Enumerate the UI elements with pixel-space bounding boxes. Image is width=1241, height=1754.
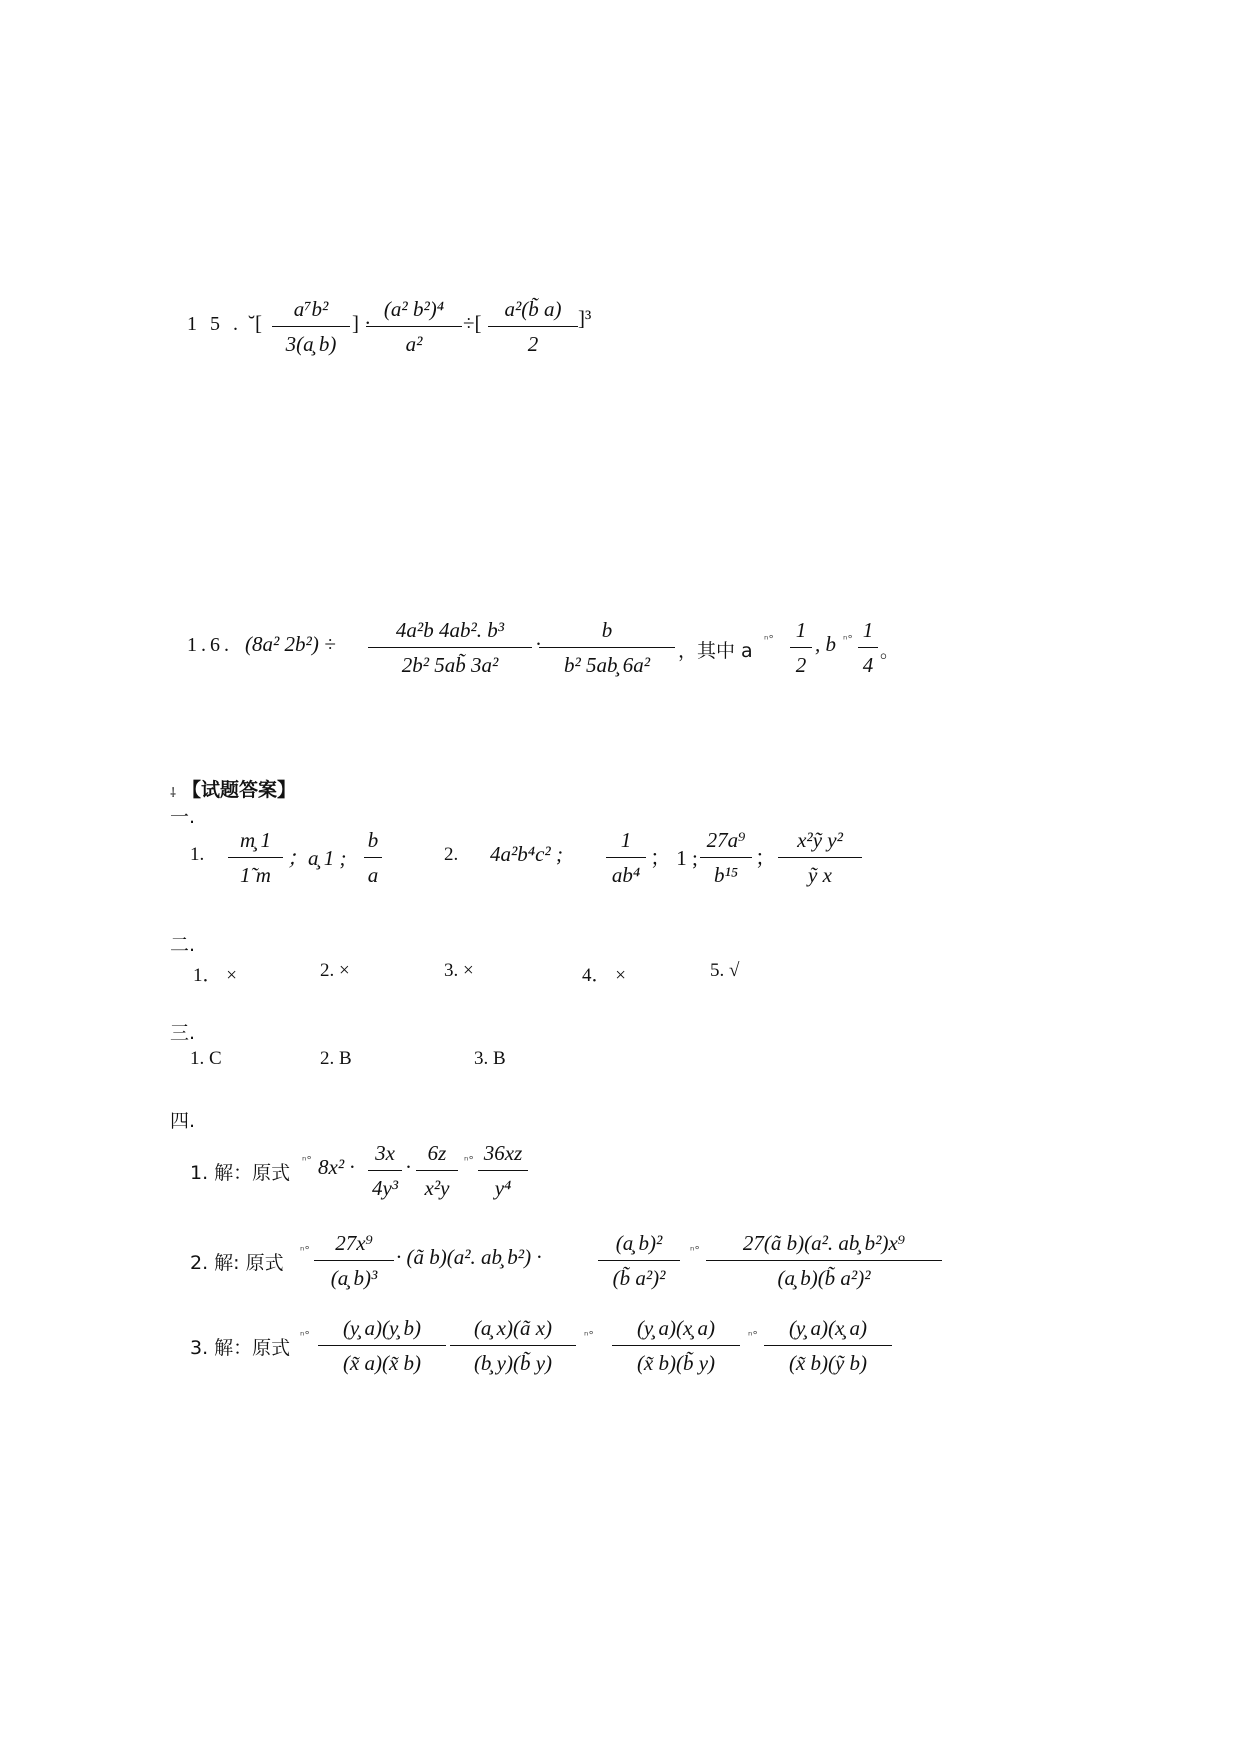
solution-label: 2. 解: 原式 — [190, 1252, 284, 1274]
fraction-bar — [488, 326, 578, 327]
answer-text: 4a²b⁴c² ; — [490, 842, 563, 866]
numerator: 27x⁹ — [335, 1231, 373, 1255]
answer-item: 1． × — [193, 965, 237, 986]
numerator: (y̧ a)(x̧ a) — [788, 1316, 868, 1340]
condition-text: ，其中 a — [678, 640, 753, 662]
fraction-bar — [366, 326, 462, 327]
equals-mark: ⁿ° — [764, 633, 774, 646]
answer-item: 1. C — [190, 1048, 222, 1069]
numerator: 3x — [375, 1141, 395, 1165]
fraction — [700, 825, 752, 890]
denominator: (b̃ a²)² — [612, 1266, 666, 1290]
fraction-bar — [314, 1260, 394, 1261]
fraction-bar — [228, 857, 283, 858]
equals-mark: ⁿ° — [690, 1244, 700, 1257]
fraction — [790, 615, 812, 680]
fraction — [598, 1228, 680, 1293]
denominator: 1̃ m — [240, 863, 271, 887]
denominator: y⁴ — [494, 1176, 512, 1200]
fraction — [366, 294, 462, 359]
numerator: m̧ 1 — [240, 828, 271, 852]
answer-item: 2. B — [320, 1048, 352, 1069]
fraction-bar — [272, 326, 350, 327]
fraction-bar — [364, 857, 382, 858]
fraction-bar — [790, 647, 812, 648]
fraction — [606, 825, 646, 890]
answer-item: 3. B — [474, 1048, 506, 1069]
fraction-bar — [700, 857, 752, 858]
section-label: 四. — [170, 1110, 196, 1132]
denominator: (x̃ a)(x̃ b) — [342, 1351, 422, 1375]
answer-number: 1. — [190, 844, 205, 865]
numerator: 27a⁹ — [706, 828, 746, 852]
denominator: 4y³ — [371, 1176, 399, 1200]
equals-mark: ⁿ° — [748, 1329, 758, 1342]
fraction-bar — [416, 1170, 458, 1171]
denominator: 2b² 5ab̃ 3a² — [401, 653, 499, 677]
fraction — [764, 1313, 892, 1378]
solution-label: 1. 解：原式 — [190, 1162, 291, 1184]
operator: · — [535, 632, 542, 656]
expression-lead: 8x² · — [318, 1155, 355, 1179]
equals-mark: ⁿ° — [584, 1329, 594, 1342]
fraction-bar — [858, 647, 878, 648]
denominator: (x̃ b)(b̃ y) — [636, 1351, 716, 1375]
fraction-bar — [318, 1345, 446, 1346]
fraction-bar — [450, 1345, 576, 1346]
equals-mark: ⁿ° — [302, 1154, 312, 1167]
answer-item: 2. × — [320, 960, 350, 981]
denominator: a² — [405, 332, 423, 356]
bracket-open: ˘[ — [248, 311, 262, 335]
numerator: (a̧ x)(ã x) — [473, 1316, 553, 1340]
equals-mark: ⁿ° — [300, 1244, 310, 1257]
fraction-bar — [598, 1260, 680, 1261]
answer-text: ；a̧ 1 ; — [287, 846, 347, 870]
denominator: 4 — [862, 653, 874, 677]
numerator: (a² b²)⁴ — [383, 297, 445, 321]
fraction — [450, 1313, 576, 1378]
denominator: a — [367, 863, 379, 887]
denominator: 2 — [795, 653, 807, 677]
denominator: 2 — [527, 332, 539, 356]
section-label: 二. — [170, 934, 196, 956]
condition-b: , b — [815, 632, 836, 656]
numerator: (y̧ a)(x̧ a) — [636, 1316, 716, 1340]
operator: ÷[ — [463, 311, 482, 335]
denominator: (b̧ y)(b̃ y) — [473, 1351, 553, 1375]
equals-mark: ⁿ° — [300, 1329, 310, 1342]
fraction — [778, 825, 862, 890]
answer-item: 5. √ — [710, 960, 740, 981]
denominator: (x̃ b)(ỹ b) — [788, 1351, 868, 1375]
problem-number: 1.6. — [187, 634, 233, 656]
fraction — [368, 1138, 402, 1203]
fraction — [858, 615, 878, 680]
expression-middle: · (ã b)(a². ab̧ b²) · — [396, 1245, 542, 1269]
denominator: b¹⁵ — [713, 863, 739, 887]
answer-number: 2. — [444, 844, 459, 865]
numerator: (a̧ b)² — [615, 1231, 663, 1255]
numerator: b — [601, 618, 613, 642]
numerator: 6z — [427, 1141, 447, 1165]
fraction — [478, 1138, 528, 1203]
fraction — [612, 1313, 740, 1378]
numerator: 1 — [795, 618, 807, 642]
period: 。 — [880, 640, 900, 662]
denominator: (a̧ b)³ — [330, 1266, 378, 1290]
denominator: b² 5ab̧ 6a² — [563, 653, 651, 677]
fraction — [539, 615, 675, 680]
numerator: a⁷b² — [293, 297, 329, 321]
fraction — [228, 825, 283, 890]
numerator: 1 — [862, 618, 874, 642]
fraction — [272, 294, 350, 359]
operator: ]³ — [578, 306, 592, 330]
section-label: 一. — [170, 806, 196, 828]
denominator: ab⁴ — [611, 863, 641, 887]
numerator: 27(ã b)(a². ab̧ b²)x⁹ — [742, 1231, 906, 1255]
fraction-bar — [612, 1345, 740, 1346]
expression-lead: (8a² 2b²) ÷ — [245, 632, 336, 656]
fraction — [368, 615, 532, 680]
answer-item: 3. × — [444, 960, 474, 981]
denominator: ỹ x — [808, 863, 832, 887]
fraction-bar — [706, 1260, 942, 1261]
fraction — [488, 294, 578, 359]
fraction — [364, 825, 382, 890]
answers-heading: 【试题答案】 — [182, 779, 297, 801]
numerator: b — [367, 828, 379, 852]
fraction-bar — [778, 857, 862, 858]
fraction-bar — [478, 1170, 528, 1171]
anchor-icon: ⸸ — [170, 785, 177, 800]
fraction-bar — [539, 647, 675, 648]
fraction — [314, 1228, 394, 1293]
answer-text: ； — [755, 846, 776, 870]
fraction — [416, 1138, 458, 1203]
solution-label: 3. 解：原式 — [190, 1337, 291, 1359]
answer-item: 4． × — [582, 965, 626, 986]
numerator: 4a²b 4ab². b³ — [395, 618, 505, 642]
numerator: x²ỹ y² — [797, 828, 843, 852]
denominator: 3(a̧ b) — [285, 332, 337, 356]
fraction — [318, 1313, 446, 1378]
fraction-bar — [368, 647, 532, 648]
section-label: 三. — [170, 1022, 196, 1044]
equals-mark: ⁿ° — [464, 1154, 474, 1167]
operator: ] · — [352, 311, 372, 335]
numerator: (y̧ a)(y̧ b) — [342, 1316, 422, 1340]
fraction — [706, 1228, 942, 1293]
problem-number: 1 5 . — [187, 313, 242, 335]
numerator: 1 — [620, 828, 632, 852]
fraction-bar — [764, 1345, 892, 1346]
operator: · — [405, 1155, 412, 1179]
denominator: x²y — [424, 1176, 450, 1200]
numerator: a²(b̃ a) — [504, 297, 562, 321]
fraction-bar — [606, 857, 646, 858]
fraction-bar — [368, 1170, 402, 1171]
equals-mark: ⁿ° — [843, 633, 853, 646]
answer-text: ； 1 ; — [650, 846, 698, 870]
denominator: (a̧ b)(b̃ a²)² — [777, 1266, 871, 1290]
numerator: 36xz — [483, 1141, 523, 1165]
